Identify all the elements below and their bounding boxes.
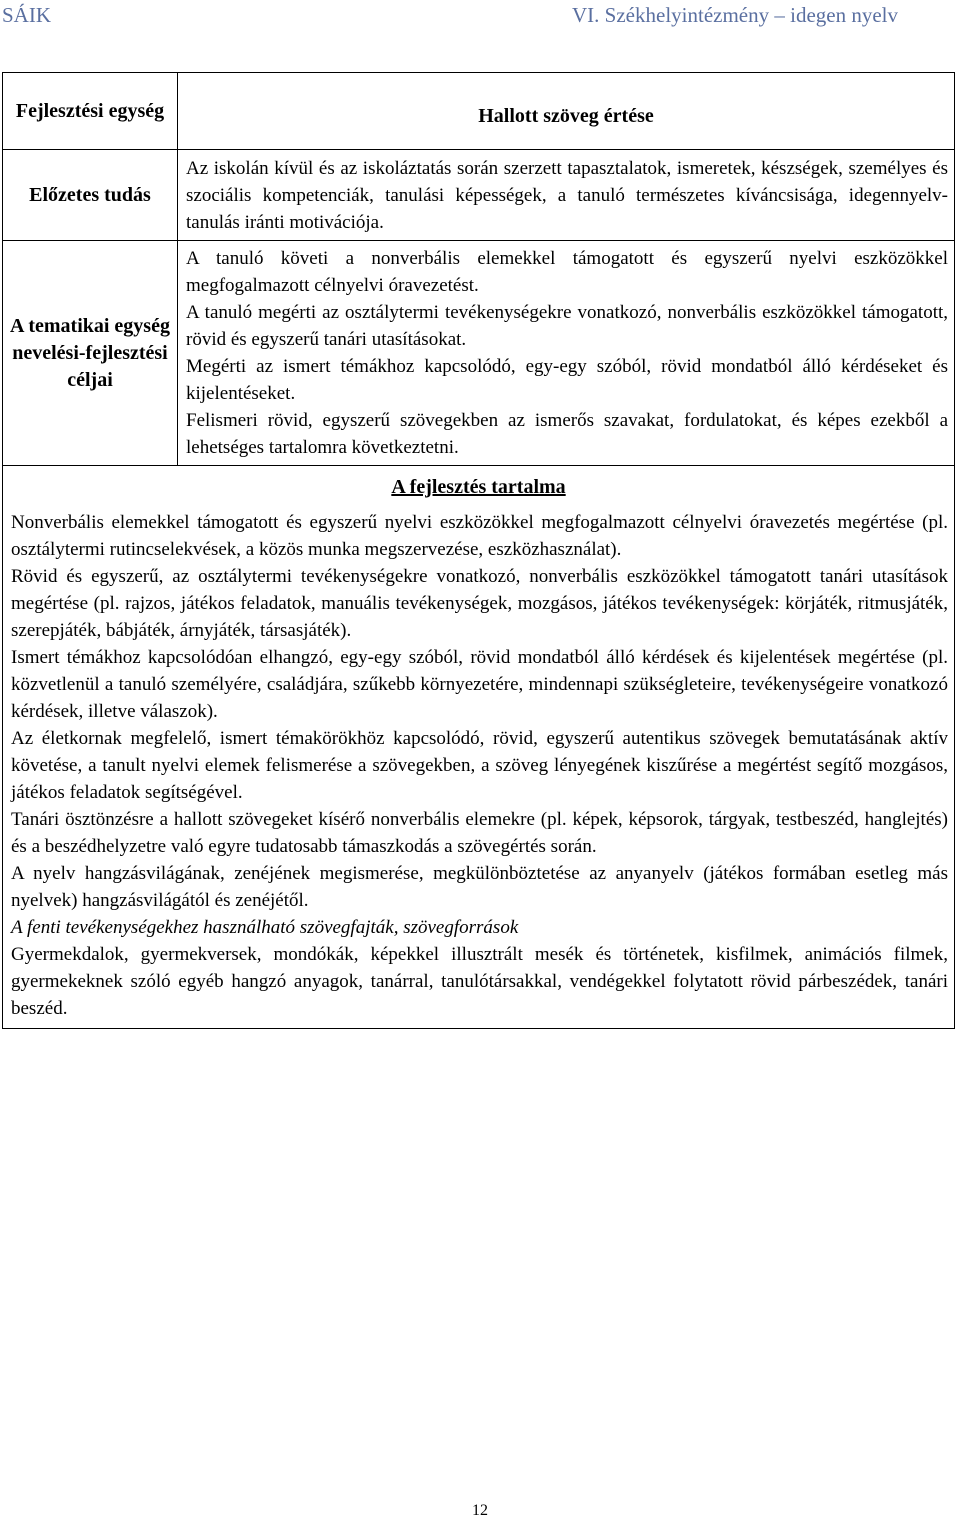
page-header: [0, 0, 960, 36]
header-school: SÁIK: [2, 3, 52, 27]
content-body: [3, 505, 955, 1029]
goal-item: A tanuló követi a nonverbális elemekkel támogatott és egyszerű nyelvi eszközökkel megfogalmazott célnyelvi óravezetést.: [186, 248, 948, 296]
unit-row: [3, 73, 955, 150]
page-number: 12: [472, 1502, 488, 1519]
content-paragraph: Nonverbális elemekkel támogatott és egyszerű nyelvi eszközökkel megfogalmazott célnyelvi óravezetés megértése (pl. osztálytermi rutincselekvések, a közös munka megszervezése, eszközhasználat).: [11, 512, 948, 560]
content-title: A fejlesztés tartalma: [391, 476, 566, 498]
content-paragraph: Tanári ösztönzésre a hallott szövegeket kísérő nonverbális elemekre (pl. képek, képsorok, tárgyak, testbeszéd, hanglejtés) és a beszédhelyzetre való egyre tudatosabb támaszkodás a szövegértés során.: [11, 809, 948, 857]
goal-item: A tanuló megérti az osztálytermi tevékenységekre vonatkozó, nonverbális eszközökkel támogatott, rövid és egyszerű tanári utasításokat.: [186, 302, 948, 350]
content-paragraph: A nyelv hangzásvilágának, zenéjének megismerése, megkülönböztetése az anyanyelv (játékos formában esetleg más nyelvek) hangzásvilágától és zenéjétől.: [11, 863, 948, 911]
prior-paragraph: Az iskolán kívül és az iskoláztatás során szerzett tapasztalatok, ismeretek, készségek, személyes és szociális kompetenciák, tanulási képességek, a tanuló természetes kíváncsisága, idegennyelv-tanulás iránti motivációja.: [186, 157, 948, 233]
goals-row: [3, 241, 955, 466]
goals-label: A tematikai egység nevelési-fejlesztési céljai: [3, 241, 178, 466]
sources-text: Gyermekdalok, gyermekversek, mondókák, képekkel illusztrált mesék és történetek, kisfilmek, animációs filmek, gyermekeknek szóló egyéb hangzó anyagok, tanárral, tanulótársakkal, vendégekkel folytatott rövid párbeszédek, tanári beszéd.: [11, 944, 948, 1019]
prior-text: [178, 150, 955, 241]
content-paragraph: Rövid és egyszerű, az osztálytermi tevékenységekre vonatkozó, nonverbális eszközökkel támogatott tanári utasítások megértése (pl. rajzos, játékos feladatok, manuális tevékenységek, mozgásos, játékos tevékenységek: körjáték, ritmusjáték, szerepjáték, bábjáték, árnyjáték, társasjáték).: [11, 566, 948, 641]
prior-label: Előzetes tudás: [3, 150, 178, 241]
sources-title: A fenti tevékenységekhez használható szövegfajták, szövegforrások: [11, 917, 519, 938]
prior-knowledge-row: [3, 150, 955, 241]
goal-item: Felismeri rövid, egyszerű szövegekben az ismerős szavakat, fordulatokat, és képes ezekből a lehetséges tartalomra következtetni.: [186, 410, 948, 458]
curriculum-table: [2, 72, 955, 1029]
header-subject: VI. Székhelyintézmény – idegen nyelv: [572, 3, 898, 27]
content-title-row: [3, 466, 955, 506]
goals-list: [178, 241, 955, 466]
content-body-row: [3, 505, 955, 1029]
content-paragraph: Ismert témákhoz kapcsolódóan elhangzó, egy-egy szóból, rövid mondatból álló kérdések és kijelentések megértése (pl. közvetlenül a tanuló személyére, családjára, szűkebb környezetére, mindennapi szükségleteire, tevékenységeire vonatkozó kérdések, illetve válaszok).: [11, 647, 948, 722]
unit-title: Hallott szöveg értése: [178, 73, 955, 150]
goal-item: Megérti az ismert témákhoz kapcsolódó, egy-egy szóból, rövid mondatból álló kérdéseket és kijelentéseket.: [186, 356, 948, 404]
content-paragraph: Az életkornak megfelelő, ismert témakörökhöz kapcsolódó, rövid, egyszerű autentikus szövegek bemutatásának aktív követése, a tanult nyelvi elemek felismerése a szövegekben, a szöveg lényegének kiszűrése a megértést segítő mozgásos, játékos feladatok segítségével.: [11, 728, 948, 803]
unit-label: Fejlesztési egység: [3, 73, 178, 150]
